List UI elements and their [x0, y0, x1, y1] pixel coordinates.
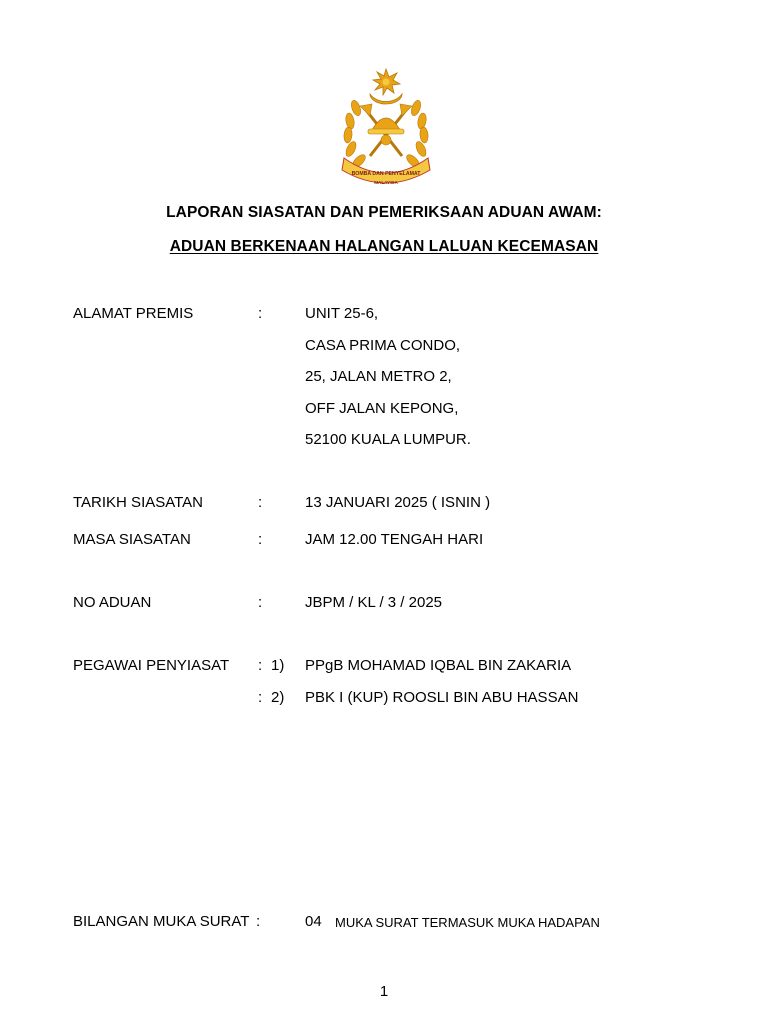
premis-address-line: CASA PRIMA CONDO, [305, 337, 461, 354]
premis-colon: : [258, 305, 263, 322]
svg-text:BOMBA DAN PENYELAMAT: BOMBA DAN PENYELAMAT [351, 171, 421, 177]
premis-address-line: 52100 KUALA LUMPUR. [305, 431, 471, 448]
bilangan-colon: : [256, 913, 261, 930]
bomba-emblem-logo [336, 66, 436, 190]
premis-label: ALAMAT PREMIS [73, 305, 194, 322]
svg-text:MALAYSIA: MALAYSIA [374, 180, 398, 185]
masa-value: JAM 12.00 TENGAH HARI [305, 531, 484, 548]
fire-helmet-icon [368, 118, 404, 145]
bilangan-count: 04 [305, 913, 322, 930]
tarikh-label: TARIKH SIASATAN [73, 494, 204, 511]
premis-address-line: UNIT 25-6, [305, 305, 379, 322]
aduan-label: NO ADUAN [73, 594, 152, 611]
pegawai-label: PEGAWAI PENYIASAT [73, 657, 230, 674]
premis-address-line: 25, JALAN METRO 2, [305, 368, 452, 385]
pegawai-number: 2) [271, 689, 285, 706]
tarikh-value: 13 JANUARI 2025 ( ISNIN ) [305, 494, 491, 511]
bilangan-note: MUKA SURAT TERMASUK MUKA HADAPAN [335, 915, 600, 930]
pegawai-name: PBK I (KUP) ROOSLI BIN ABU HASSAN [305, 689, 579, 706]
aduan-colon: : [258, 594, 263, 611]
pegawai-colon: : [258, 689, 263, 706]
star-icon [373, 69, 400, 95]
pegawai-name: PPgB MOHAMAD IQBAL BIN ZAKARIA [305, 657, 572, 674]
masa-colon: : [258, 531, 263, 548]
masa-label: MASA SIASATAN [73, 531, 191, 548]
bilangan-label: BILANGAN MUKA SURAT [73, 913, 250, 930]
report-subtitle: ADUAN BERKENAAN HALANGAN LALUAN KECEMASAN [169, 238, 599, 255]
pegawai-colon: : [258, 657, 263, 674]
page-number: 1 [379, 983, 389, 1000]
tarikh-colon: : [258, 494, 263, 511]
report-title: LAPORAN SIASATAN DAN PEMERIKSAAN ADUAN AWAM: [166, 204, 602, 221]
aduan-value: JBPM / KL / 3 / 2025 [305, 594, 443, 611]
pegawai-number: 1) [271, 657, 285, 674]
premis-address-line: OFF JALAN KEPONG, [305, 400, 459, 417]
crescent-icon [370, 94, 402, 104]
